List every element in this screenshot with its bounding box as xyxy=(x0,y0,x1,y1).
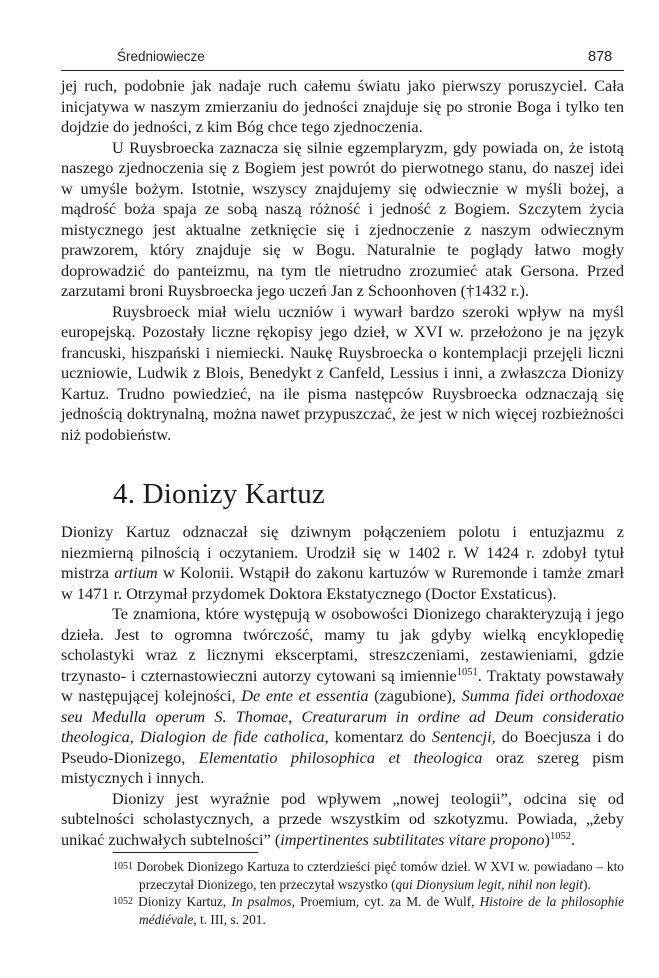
footnote-rule xyxy=(113,852,258,853)
section-title: 4. Dionizy Kartuz xyxy=(113,478,325,510)
footnote-number: 1052 xyxy=(113,896,133,908)
paragraph: U Ruysbroecka zaznacza się silnie egzemplaryzm, gdy powiada on, że istotą naszego zjednoczenia się z Bogiem jest powrót do pierwotnego stanu, do naszej idei w umyśle bożym. Istotnie, wszyscy znajdujemy się odwiecznie w myśli bożej, a mądrość boża spaja ze sobą naszą różność i jedność z Bogiem. Szczytem życia mistycznego jest aktualne zetknięcie się i zjednoczenie z naszym odwiecznym prawzorem, który znajduje się w Bogu. Naturalnie te poglądy łatwo mogły doprowadzić do panteizmu, na tym tle nietrudno zrozumieć atak Gersona. Przed zarzutami broni Ruysbroecka jego uczeń Jan z Schoonhoven (†1432 r.). xyxy=(61,137,624,300)
paragraph: jej ruch, podobnie jak nadaje ruch całemu światu jako pierwszy poruszyciel. Cała inicjatywa w naszym zmierzaniu do jedności znajduje się po stronie Boga i tylko ten dojdzie do jedności, z kim Bóg chce tego zjednoczenia. xyxy=(61,76,624,136)
paragraph: Te znamiona, które występują w osobowości Dionizego charakteryzują i jego dzieła. Jest to ogromna twórczość, mamy tu jak gdyby wielką encyklopedię scholastyki wraz z licznymi ekscerptami, streszczeniami, zestawieniami, gdzie trzynasto- i czternastowieczni autorzy cytowani są imiennie$^{1051}$. Traktaty powstawały w następującej kolejności, De ente et essentia (zagubione), Summa fidei orthodoxae seu Medulla operum S. Thomae, Creaturarum in ordine ad Deum consideratio theologica, Dialogion de fide catholica, komentarz do Sentencji, do Boecjusza i do Pseudo-Dionizego, Elementatio philosophica et theologica oraz szereg pism mistycznych i innych. xyxy=(61,604,625,787)
body-text-top xyxy=(61,76,624,445)
paragraph: Ruysbroeck miał wielu uczniów i wywarł bardzo szeroki wpływ na myśl europejską. Pozostały liczne rękopisy jego dzieł, w XVI w. przełożono je na język francuski, hiszpański i niemiecki. Naukę Ruysbroecka o kontemplacji przejęli liczni uczniowie, Ludwik z Blois, Benedykt z Canfeld, Lessius i inni, a zwłaszcza Dionizy Kartuz. Trudno powiedzieć, na ile pisma następców Ruysbroecka odznaczają się jednością doktrynalną, można nawet przypuszczać, że jest w nich więcej rozbieżności niż podobieństw. xyxy=(61,301,624,444)
header-rule xyxy=(61,70,624,71)
footnote-text: Dorobek Dionizego Kartuza to czterdzieści pięć tomów dzieł. W XVI w. powiadano – kto przeczytał Dionizego, ten przeczytał wszystko (qui Dionysium legit, nihil non legit). xyxy=(136,859,624,892)
footnote-number: 1051 xyxy=(113,861,133,872)
page-number: 878 xyxy=(588,49,613,65)
paragraph: Dionizy Kartuz odznaczał się dziwnym połączeniem polotu i entuzjazmu z niezmierną pilnością i oczytaniem. Urodził się w 1402 r. W 1424 r. zdobył tytuł mistrza artium w Kolonii. Wstąpił do zakonu kartuzów w Ruremonde i tamże zmarł w 1471 r. Otrzymał przydomek Doktora Ekstatycznego (Doctor Exstaticus). xyxy=(61,522,624,603)
footnote xyxy=(113,893,624,928)
footnote xyxy=(113,858,624,893)
paragraph: Dionizy jest wyraźnie pod wpływem „nowej teologii”, odcina się od subtelności scholastycznych, a przede wszystkim od szkotyzmu. Powiada, „żeby unikać zuchwałych subtelności” (impertinentes subtilitates vitare propono)$^{1052}$. xyxy=(61,788,624,849)
body-text-section xyxy=(61,522,624,850)
footnote-text: Dionizy Kartuz, In psalmos, Proemium, cyt. za M. de Wulf, Histoire de la philosophie médiévale, t. III, s. 201. xyxy=(138,894,625,927)
running-header-section: Średniowiecze xyxy=(117,49,205,64)
footnotes xyxy=(113,858,624,928)
